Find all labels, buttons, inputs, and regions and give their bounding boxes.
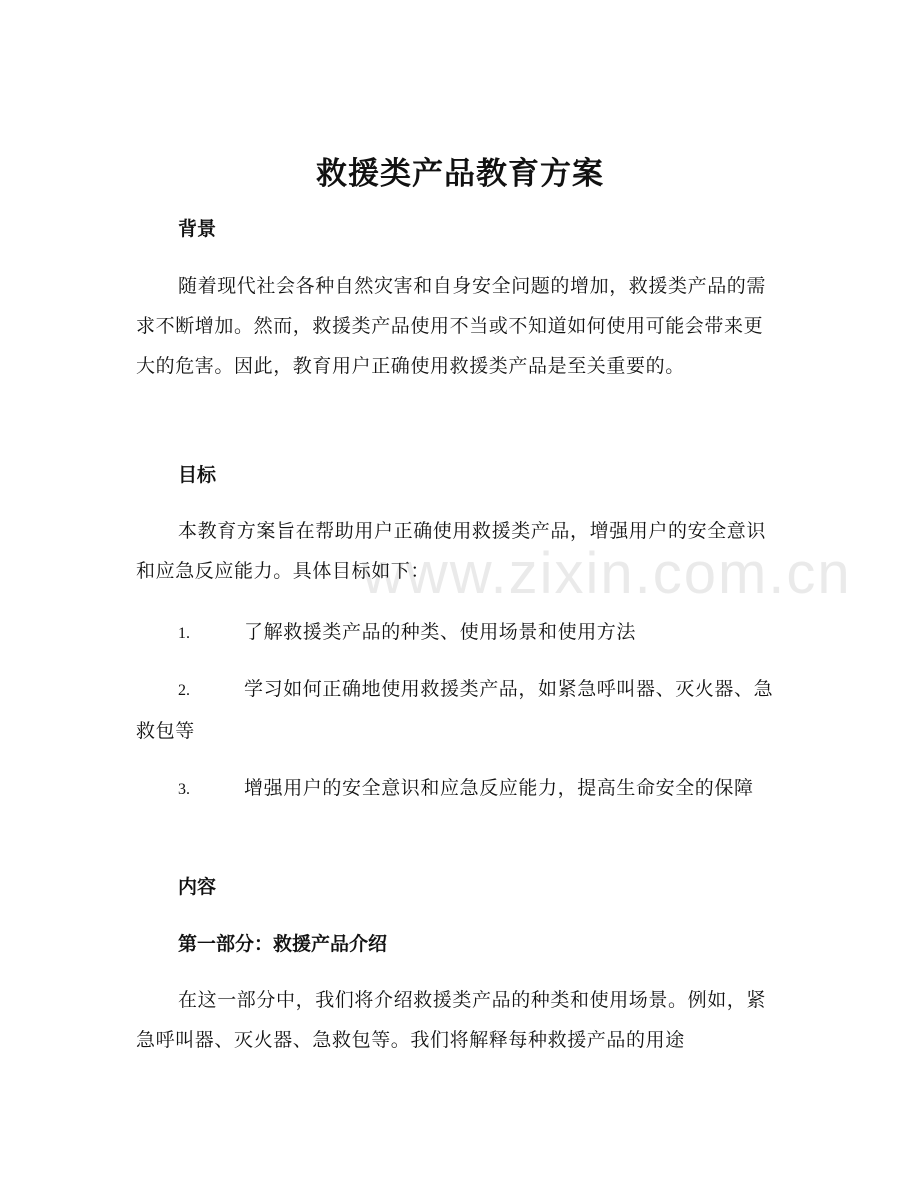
- list-number: 3.: [178, 781, 190, 798]
- list-number: 1.: [178, 625, 190, 642]
- list-item-text: 了解救援类产品的种类、使用场景和使用方法: [244, 621, 637, 643]
- list-item-text: 增强用户的安全意识和应急反应能力，提高生命安全的保障: [244, 777, 754, 799]
- section-heading-goal: 目标: [178, 464, 217, 486]
- goal-list-item: [136, 612, 776, 654]
- goal-list-item: [136, 768, 776, 810]
- document-title: 救援类产品教育方案: [316, 156, 604, 192]
- part1-paragraph: 在这一部分中，我们将介绍救援类产品的种类和使用场景。例如，紧急呼叫器、灭火器、急救包等。我们将解释每种救援产品的用途: [136, 989, 767, 1051]
- subsection-heading-part1: 第一部分：救援产品介绍: [178, 933, 388, 955]
- goal-paragraph: 本教育方案旨在帮助用户正确使用救援类产品，增强用户的安全意识和应急反应能力。具体目标如下：: [136, 520, 767, 582]
- list-number: 2.: [178, 682, 190, 699]
- watermark: www.zixin.com.cn: [362, 541, 852, 606]
- goal-list-item: [136, 669, 776, 751]
- section-heading-content: 内容: [178, 876, 217, 898]
- list-item-text: 学习如何正确地使用救援类产品，如紧急呼叫器、灭火器、急救包等: [136, 678, 774, 742]
- section-heading-background: 背景: [178, 218, 217, 240]
- background-paragraph: 随着现代社会各种自然灾害和自身安全问题的增加，救援类产品的需求不断增加。然而，救援类产品使用不当或不知道如何使用可能会带来更大的危害。因此，教育用户正确使用救援类产品是至关重要的。: [136, 275, 767, 377]
